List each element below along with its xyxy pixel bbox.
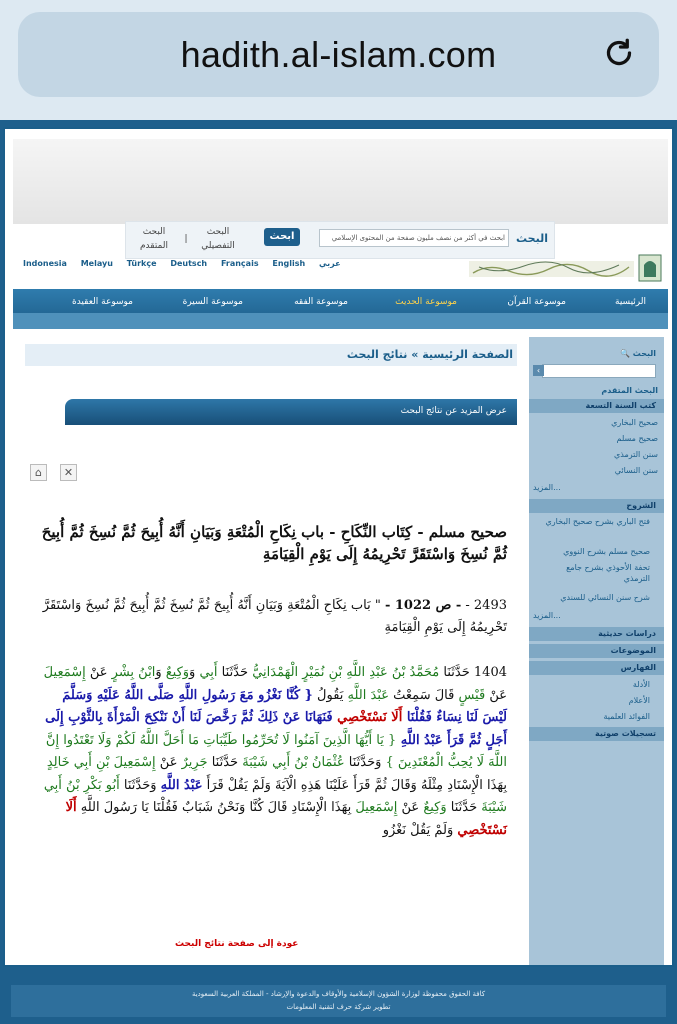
hadith-segment[interactable]: قَيْسٍ bbox=[458, 687, 486, 703]
browser-chrome bbox=[0, 0, 677, 120]
sidebar-item-muslim[interactable]: صحيح مسلم bbox=[616, 434, 658, 443]
section-mawduat[interactable]: الموضوعات bbox=[529, 644, 664, 658]
chapter-heading: 2493 - - ص 1022 - " بَاب نِكَاحِ الْمُتْعَةِ وَبَيَانِ أَنَّهُ أُبِيحَ ثُمَّ نُسِخَ ثُمَّ أُبِيحَ ثُمَّ نُسِخَ وَاسْتَقَرَّ تَحْرِيمُهُ إِلَى يَوْمِ الْقِيَامَةِ bbox=[42, 598, 507, 635]
breadcrumb bbox=[25, 344, 517, 366]
hadith-segment: وَحَدَّثَنَا bbox=[344, 755, 386, 770]
lang-francais[interactable]: Français bbox=[220, 259, 259, 268]
sidebar-item-tuhfa[interactable]: تحفة الأحوذي بشرح جامع الترمذي bbox=[566, 563, 650, 583]
hadith-segment: { كُنَّا نَغْزُو مَعَ رَسُولِ اللَّهِ صَلَّى اللَّهُ عَلَيْهِ وَسَلَّمَ لَيْسَ لَنَا نِسَاءٌ فَقُلْنَا bbox=[62, 687, 507, 725]
hadith-segment: عَنْ bbox=[155, 755, 182, 770]
hadith-segment: عَنْ bbox=[485, 687, 507, 703]
sidebar-item-fath[interactable]: فتح الباري بشرح صحيح البخاري bbox=[545, 517, 650, 526]
hadith-segment[interactable]: عَبْدَ اللَّهِ bbox=[347, 687, 390, 703]
hadith-segment[interactable]: إِسْمَعِيلَ bbox=[355, 800, 398, 815]
hadith-segment[interactable]: أَبُو بَكْرِ بْنُ أَبِي شَيْبَةَ bbox=[43, 777, 507, 815]
sidebar-item-nasai[interactable]: سنن النسائي bbox=[614, 466, 658, 475]
ministry-logo[interactable] bbox=[469, 251, 664, 283]
hadith-segment: وَ bbox=[189, 665, 200, 680]
hadith-segment: بِهَذَا الْإِسْنَادِ قَالَ كُنَّا وَنَحْنُ شَبَابٌ فَقُلْنَا يَا رَسُولَ اللَّهِ bbox=[76, 800, 356, 815]
hadith-segment[interactable]: إِسْمَعِيلَ bbox=[43, 665, 86, 680]
sidebar bbox=[529, 337, 664, 965]
nav-fiqh[interactable]: موسوعة الفقه bbox=[294, 297, 348, 307]
nav-aqeedah[interactable]: موسوعة العقيدة bbox=[71, 297, 133, 307]
footer-developer: تطوير شركة حرف لتقنية المعلومات bbox=[286, 1003, 391, 1011]
hadith-segment: 1404 حَدَّثَنَا bbox=[439, 665, 507, 680]
sidebar-advanced-search[interactable]: البحث المتقدم bbox=[601, 386, 658, 395]
hadith-segment: عَبْدُ اللَّهِ bbox=[160, 777, 203, 793]
lang-english[interactable]: English bbox=[272, 259, 306, 268]
hadith-segment[interactable]: عُثْمَانُ بْنُ أَبِي شَيْبَةَ bbox=[242, 755, 345, 770]
lang-indonesia[interactable]: Indonesia bbox=[23, 259, 67, 268]
url-text[interactable]: hadith.al-islam.com bbox=[180, 34, 497, 75]
breadcrumb-text[interactable]: الصفحة الرئيسية » نتائج البحث bbox=[346, 348, 513, 361]
section-shuruh[interactable]: الشروح bbox=[529, 499, 664, 513]
hadith-segment[interactable]: وَكِيعٌ bbox=[423, 800, 447, 815]
hadith-segment[interactable]: ابْنُ بِشْرٍ bbox=[111, 665, 156, 680]
web-page bbox=[3, 127, 674, 1024]
hadith-segment[interactable]: مُحَمَّدُ بْنُ عَبْدِ اللَّهِ بْنِ نُمَيْرٍ الْهَمْدَانِيُّ bbox=[252, 665, 440, 680]
hadith-text bbox=[35, 662, 507, 842]
separator: | bbox=[184, 234, 188, 244]
more-results-label[interactable]: عرض المزيد عن نتائج البحث bbox=[400, 406, 507, 416]
hadith-segment[interactable]: جَرِيرٌ bbox=[181, 755, 208, 770]
sidebar-item-bukhari[interactable]: صحيح البخاري bbox=[611, 418, 658, 427]
hadith-segment[interactable]: أَبِي bbox=[199, 665, 218, 680]
lang-deutsch[interactable]: Deutsch bbox=[170, 259, 208, 268]
section-kutub[interactable]: كتب السنة التسعة bbox=[529, 399, 664, 413]
hadith-segment: أَلَا نَسْتَخْصِي bbox=[65, 800, 507, 838]
section-dirasat[interactable]: دراسات حديثية bbox=[529, 627, 664, 641]
page-frame bbox=[3, 127, 674, 967]
back-to-results-link[interactable]: عودة إلى صفحة نتائج البحث bbox=[175, 939, 299, 949]
sidebar-search-label: 🔍 البحث bbox=[620, 349, 656, 358]
hadith-segment[interactable]: { يَا أَيُّهَا الَّذِينَ آمَنُوا لَا تُحَرِّمُوا طَيِّبَاتِ مَا أَحَلَّ اللَّهُ لَكُمْ وَلَا تَعْتَدُوا إِنَّ اللَّهَ لَا يُحِبُّ الْمُعْتَدِينَ } bbox=[45, 732, 507, 770]
sidebar-item-fawaid[interactable]: الفوائد العلمية bbox=[603, 712, 650, 721]
footer-copyright: كافة الحقوق محفوظة لوزارة الشؤون الإسلامية والأوقاف والدعوة والإرشاد - المملكة العربية السعودية bbox=[191, 990, 486, 998]
reload-icon[interactable] bbox=[601, 35, 637, 71]
sidebar-item-tirmidhi[interactable]: سنن الترمذي bbox=[614, 450, 658, 459]
nav-home[interactable]: الرئيسية bbox=[615, 297, 646, 307]
sidebar-more-kutub[interactable]: المزيد... bbox=[533, 483, 561, 492]
search-label: البحث bbox=[516, 232, 548, 245]
hadith-segment: حَدَّثَنَا bbox=[207, 755, 243, 770]
section-audio[interactable]: تسجيلات صوتية bbox=[529, 727, 664, 741]
hadith-segment: وَلَمْ يَقُلْ نَغْزُو bbox=[382, 822, 458, 838]
sidebar-more-shuruh[interactable]: المزيد... bbox=[533, 611, 561, 620]
footer bbox=[11, 985, 666, 1017]
hadith-segment: وَ bbox=[155, 665, 166, 680]
nav-subbar bbox=[13, 313, 668, 329]
more-results-bar[interactable] bbox=[65, 399, 517, 425]
address-bar[interactable] bbox=[18, 12, 659, 97]
sidebar-item-nawawi[interactable]: صحيح مسلم بشرح النووي bbox=[563, 547, 650, 556]
lang-arabic[interactable]: عربي bbox=[319, 259, 341, 268]
sidebar-item-sindi[interactable]: شرح سنن النسائي للسندي bbox=[560, 593, 650, 602]
lang-turkce[interactable]: Türkçe bbox=[126, 259, 157, 268]
lang-melayu[interactable]: Melayu bbox=[80, 259, 113, 268]
hadith-segment: حَدَّثَنَا bbox=[446, 800, 482, 815]
hadith-segment: عَنْ bbox=[85, 665, 112, 680]
hadith-segment: حَدَّثَنَا bbox=[217, 665, 253, 680]
hadith-segment: قَالَ سَمِعْتُ bbox=[389, 687, 459, 703]
hadith-segment: وَحَدَّثَنَا bbox=[119, 777, 161, 793]
sidebar-item-alam[interactable]: الأعلام bbox=[628, 696, 650, 705]
hadith-segment: يَقُولُ bbox=[312, 687, 348, 703]
hadith-segment: أَلَا نَسْتَخْصِي bbox=[337, 710, 403, 725]
nav-hadith[interactable]: موسوعة الحديث bbox=[395, 297, 457, 307]
header-banner bbox=[13, 139, 668, 224]
advanced-search-link[interactable]: البحث المتقدم bbox=[139, 227, 168, 251]
hadith-segment: عَنْ bbox=[397, 800, 424, 815]
language-bar bbox=[23, 259, 352, 268]
close-results-icon[interactable]: ✕ bbox=[60, 464, 77, 481]
sidebar-search-input[interactable] bbox=[542, 364, 656, 378]
home-icon[interactable]: ⌂ bbox=[30, 464, 47, 481]
nav-seerah[interactable]: موسوعة السيرة bbox=[182, 297, 243, 307]
sidebar-search-button[interactable]: ‹ bbox=[533, 365, 544, 376]
section-fahares[interactable]: الفهارس bbox=[529, 661, 664, 675]
nav-quran[interactable]: موسوعة القرآن bbox=[507, 297, 566, 307]
detailed-search-link[interactable]: البحث التفصيلي bbox=[201, 227, 235, 251]
search-input[interactable]: ابحث في أكثر من نصف مليون صفحة من المحتوى الإسلامي bbox=[319, 229, 509, 247]
hadith-title: صحيح مسلم - كِتَاب النِّكَاحِ - باب نِكَاحِ الْمُتْعَةِ وَبَيَانِ أَنَّهُ أُبِيحَ ثُمَّ نُسِخَ ثُمَّ أُبِيحَ ثُمَّ نُسِخَ وَاسْتَقَرَّ تَحْرِيمُهُ إِلَى يَوْمِ الْقِيَامَةِ bbox=[41, 523, 507, 563]
hadith-segment: بِهَذَا الْإِسْنَادِ مِثْلَهُ وَقَالَ ثُمَّ قَرَأَ عَلَيْنَا هَذِهِ الْآيَةَ وَلَمْ يَقُلْ قَرَأَ bbox=[202, 777, 507, 793]
sidebar-item-adilla[interactable]: الأدلة bbox=[632, 680, 650, 689]
hadith-segment[interactable]: إِسْمَعِيلَ بْنِ أَبِي خَالِدٍ bbox=[46, 755, 156, 770]
hadith-segment: فَنَهَانَا عَنْ ذَلِكَ ثُمَّ رَخَّصَ لَنَا أَنْ نَنْكِحَ الْمَرْأَةَ بِالثَّوْبِ إِلَى أَجَلٍ ثُمَّ قَرَأَ عَبْدُ اللَّهِ bbox=[45, 710, 507, 748]
search-button[interactable]: ابحث bbox=[264, 228, 300, 246]
hadith-segment[interactable]: وَكِيعٌ bbox=[165, 665, 190, 680]
